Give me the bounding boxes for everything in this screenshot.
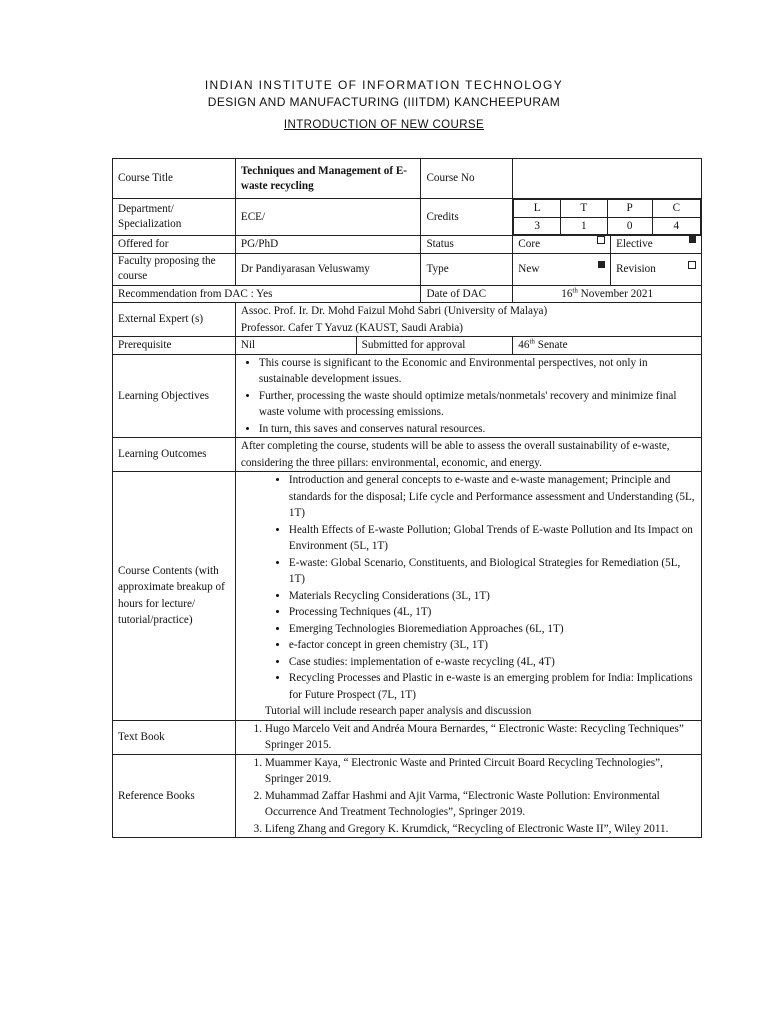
faculty-label: Faculty proposing the course (113, 253, 236, 285)
senate-value: 46th Senate (513, 337, 702, 355)
content-item: • E-waste: Global Scenario, Constituents, and Biological Strategies for Remediation (5L, 1T) (289, 555, 696, 588)
course-title-label: Course Title (113, 159, 236, 199)
course-no-label: Course No (421, 159, 513, 199)
reference-books-value (235, 754, 701, 838)
department-label: Department/ Specialization (113, 199, 236, 236)
credits-l-value: 3 (514, 217, 561, 235)
reference-item: 3. Lifeng Zhang and Gregory K. Krumdick, “Recycling of Electronic Waste II”, Wiley 2011. (265, 821, 696, 838)
status-label: Status (421, 236, 513, 254)
text-book-label: Text Book (113, 720, 236, 754)
credits-l-header: L (514, 200, 561, 218)
status-core-option (513, 236, 611, 254)
institute-name: INDIAN INSTITUTE OF INFORMATION TECHNOLOGY (204, 78, 564, 92)
content-item: • Processing Techniques (4L, 1T) (289, 604, 696, 621)
course-contents-label: Course Contents (with approximate breakup of hours for lecture/ tutorial/practice) (113, 472, 236, 721)
content-item: • Health Effects of E-waste Pollution; Global Trends of E-waste Pollution and Its Impact on Environment (5L, 1T) (289, 522, 696, 555)
learning-outcomes-value: After completing the course, students will be able to assess the overall sustainability of e-waste, considering the three pillars: environmental, economic, and energy. (235, 438, 701, 472)
expert-1: Assoc. Prof. Ir. Dr. Mohd Faizul Mohd Sabri (University of Malaya) (240, 305, 548, 317)
tutorial-note: Tutorial will include research paper analysis and discussion (264, 705, 532, 717)
offered-for-value: PG/PhD (235, 236, 421, 254)
content-item: • e-factor concept in green chemistry (3L, 1T) (289, 637, 696, 654)
content-item: • Emerging Technologies Bioremediation Approaches (6L, 1T) (289, 621, 696, 638)
faculty-value: Dr Pandiyarasan Veluswamy (235, 253, 421, 285)
status-core-label: Core (518, 238, 541, 250)
institute-subtitle: DESIGN AND MANUFACTURING (IIITDM) KANCHEEPURAM (207, 95, 561, 109)
text-book-value (235, 720, 701, 754)
prerequisite-label: Prerequisite (113, 337, 236, 355)
filled-checkbox-icon (689, 236, 696, 243)
prerequisite-value: Nil (235, 337, 356, 355)
credits-c-header: C (652, 200, 700, 218)
type-revision-label: Revision (616, 262, 656, 275)
credits-label: Credits (421, 199, 513, 236)
objective-item: • Further, processing the waste should optimize metals/nonmetals' recovery and minimize final waste volume with processing emissions. (259, 388, 696, 421)
document-title: INTRODUCTION OF NEW COURSE (283, 119, 485, 131)
learning-objectives-value (235, 354, 701, 438)
type-new-option (513, 253, 611, 285)
type-new-label: New (518, 262, 540, 275)
learning-objectives-label: Learning Objectives (113, 354, 236, 438)
content-item: • Introduction and general concepts to e-waste and e-waste management; Principle and standards for the disposal; Life cycle and Performance assessment and Understanding (5L, 1T) (289, 472, 696, 522)
course-no-value (513, 159, 702, 199)
credits-grid (513, 199, 702, 236)
course-title-value: Techniques and Management of E-waste recycling (235, 159, 421, 199)
status-elective-label: Elective (616, 238, 653, 250)
submitted-for-approval-label: Submitted for approval (356, 337, 513, 355)
reference-books-label: Reference Books (113, 754, 236, 838)
textbook-item: 1. Hugo Marcelo Veit and Andréa Moura Bernardes, “ Electronic Waste: Recycling Techniques” Springer 2015. (265, 721, 696, 754)
department-value: ECE/ (235, 199, 421, 236)
filled-checkbox-icon (598, 261, 605, 268)
reference-item: 1. Muammer Kaya, “ Electronic Waste and Printed Circuit Board Recycling Technologies”, Springer 2019. (265, 755, 696, 788)
learning-outcomes-label: Learning Outcomes (113, 438, 236, 472)
credits-c-value: 4 (652, 217, 700, 235)
course-table (112, 158, 702, 838)
status-elective-option (611, 236, 702, 254)
objective-item: • In turn, this saves and conserves natural resources. (259, 421, 696, 438)
objective-item: • This course is significant to the Economic and Environmental perspectives, not only in sustainable development issues. (259, 355, 696, 388)
expert-2: Professor. Cafer T Yavuz (KAUST, Saudi Arabia) (240, 321, 464, 334)
content-item: • Materials Recycling Considerations (3L, 1T) (289, 588, 696, 605)
date-of-dac-label: Date of DAC (421, 285, 513, 303)
offered-for-label: Offered for (113, 236, 236, 254)
type-revision-option (611, 253, 702, 285)
course-contents-value (235, 472, 701, 721)
credits-p-value: 0 (607, 217, 652, 235)
external-expert-value (235, 303, 701, 337)
empty-checkbox-icon (688, 261, 696, 269)
credits-t-value: 1 (560, 217, 607, 235)
content-item: • Recycling Processes and Plastic in e-waste is an emerging problem for India: Implications for Future Prospect (7L, 1T) (289, 670, 696, 703)
credits-p-header: P (607, 200, 652, 218)
content-item: • Case studies: implementation of e-waste recycling (4L, 4T) (289, 654, 696, 671)
reference-item: 2. Muhammad Zaffar Hashmi and Ajit Varma, “Electronic Waste Pollution: Environmental Occurrence And Treatment Technologies”, Springer 2019. (265, 788, 696, 821)
credits-t-header: T (560, 200, 607, 218)
empty-checkbox-icon (597, 236, 605, 244)
external-expert-label: External Expert (s) (113, 303, 236, 337)
date-of-dac-value: 16th November 2021 (513, 285, 702, 303)
type-label: Type (421, 253, 513, 285)
dac-recommendation: Recommendation from DAC : Yes (113, 285, 421, 303)
